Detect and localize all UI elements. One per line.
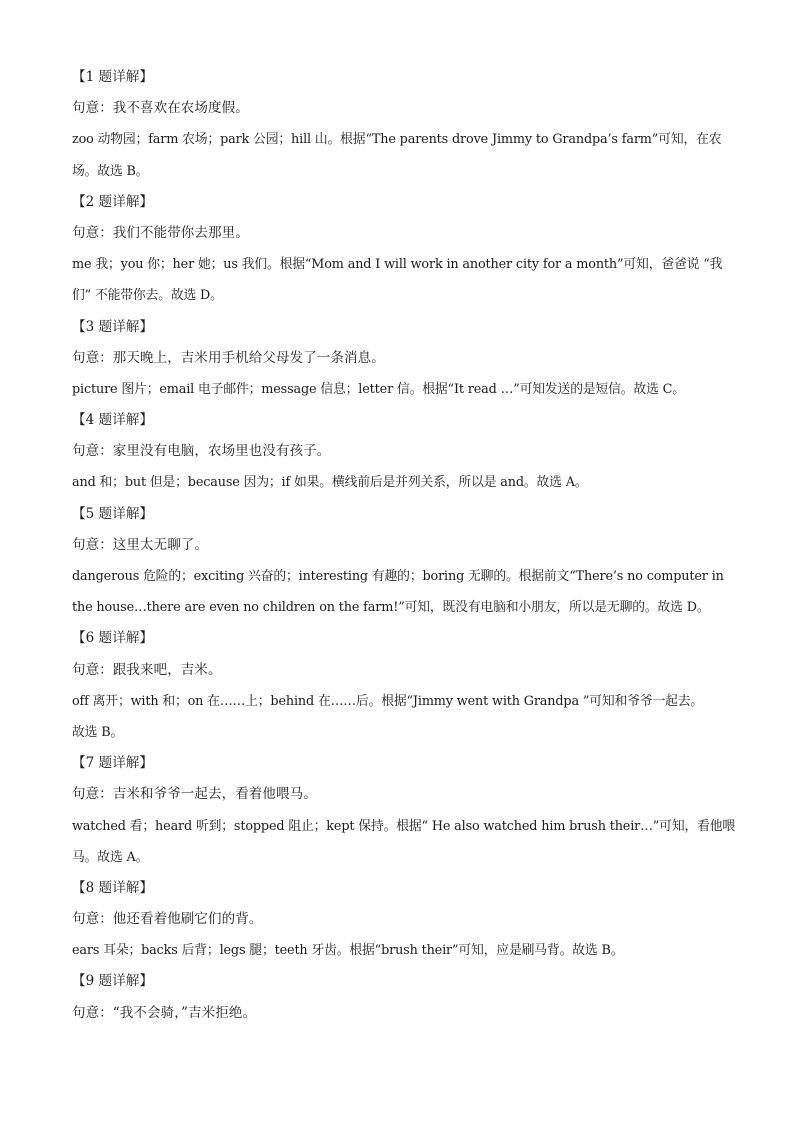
explanation-text: dangerous 危险的；exciting 兴奋的；interesting 有趣的；boring 无聊的。根据前文“There’s no computer in bbox=[72, 569, 724, 584]
explanation-text: 故选 B。 bbox=[72, 724, 124, 740]
question-heading: 【2 题详解】 bbox=[72, 193, 154, 210]
explanation-text: 们” 不能带你去。故选 D。 bbox=[72, 288, 223, 304]
question-heading: 【9 题详解】 bbox=[72, 973, 154, 990]
answer-explanations bbox=[72, 62, 736, 1029]
sentence-meaning: 句意：家里没有电脑，农场里也没有孩子。 bbox=[72, 443, 331, 460]
explanation-text: zoo 动物园；farm 农场；park 公园；hill 山。根据“The parents drove Jimmy to Grandpa’s farm”可知，在农 bbox=[72, 132, 722, 148]
question-heading: 【7 题详解】 bbox=[72, 755, 154, 772]
explanation-text: 场。故选 B。 bbox=[72, 163, 149, 179]
explanation-text: me 我；you 你；her 她；us 我们。根据“Mom and I will work in another city for a month”可知，爸爸说 “我 bbox=[72, 257, 723, 273]
sentence-meaning: 句意：“我不会骑，”吉米拒绝。 bbox=[72, 1004, 257, 1021]
explanation-text: picture 图片；email 电子邮件；message 信息；letter 信。根据“It read …”可知发送的是短信。故选 C。 bbox=[72, 381, 685, 397]
explanation-text: the house…there are even no children on the farm!”可知，既没有电脑和小朋友，所以是无聊的。故选 D。 bbox=[72, 600, 710, 616]
question-heading: 【1 题详解】 bbox=[72, 69, 154, 85]
sentence-meaning: 句意：我们不能带你去那里。 bbox=[72, 224, 249, 241]
explanation-text: and 和；but 但是；because 因为；if 如果。横线前后是并列关系，所以是 and。故选 A。 bbox=[72, 475, 588, 491]
explanation-text: 马。故选 A。 bbox=[72, 849, 149, 865]
question-heading: 【8 题详解】 bbox=[72, 879, 154, 896]
sentence-meaning: 句意：吉米和爷爷一起去，看着他喂马。 bbox=[72, 786, 317, 803]
sentence-meaning: 句意：跟我来吧，吉米。 bbox=[72, 661, 222, 678]
sentence-meaning: 句意：我不喜欢在农场度假。 bbox=[72, 100, 249, 117]
question-heading: 【6 题详解】 bbox=[72, 630, 154, 647]
sentence-meaning: 句意：他还看着他刷它们的背。 bbox=[72, 911, 263, 928]
explanation-text: off 离开；with 和；on 在……上；behind 在……后。根据“Jimmy went with Grandpa ”可知和爷爷一起去。 bbox=[72, 693, 704, 709]
explanation-text: ears 耳朵；backs 后背；legs 腿；teeth 牙齿。根据“brush their”可知，应是刷马背。故选 B。 bbox=[72, 943, 624, 959]
question-heading: 【4 题详解】 bbox=[72, 412, 154, 429]
explanation-text: watched 看；heard 听到；stopped 阻止；kept 保持。根据“ He also watched him brush their…”可知，看他喂 bbox=[72, 818, 736, 834]
question-heading: 【5 题详解】 bbox=[72, 505, 154, 522]
sentence-meaning: 句意：这里太无聊了。 bbox=[72, 536, 208, 553]
sentence-meaning: 句意：那天晚上，吉米用手机给父母发了一条消息。 bbox=[72, 349, 385, 366]
question-heading: 【3 题详解】 bbox=[72, 318, 154, 335]
